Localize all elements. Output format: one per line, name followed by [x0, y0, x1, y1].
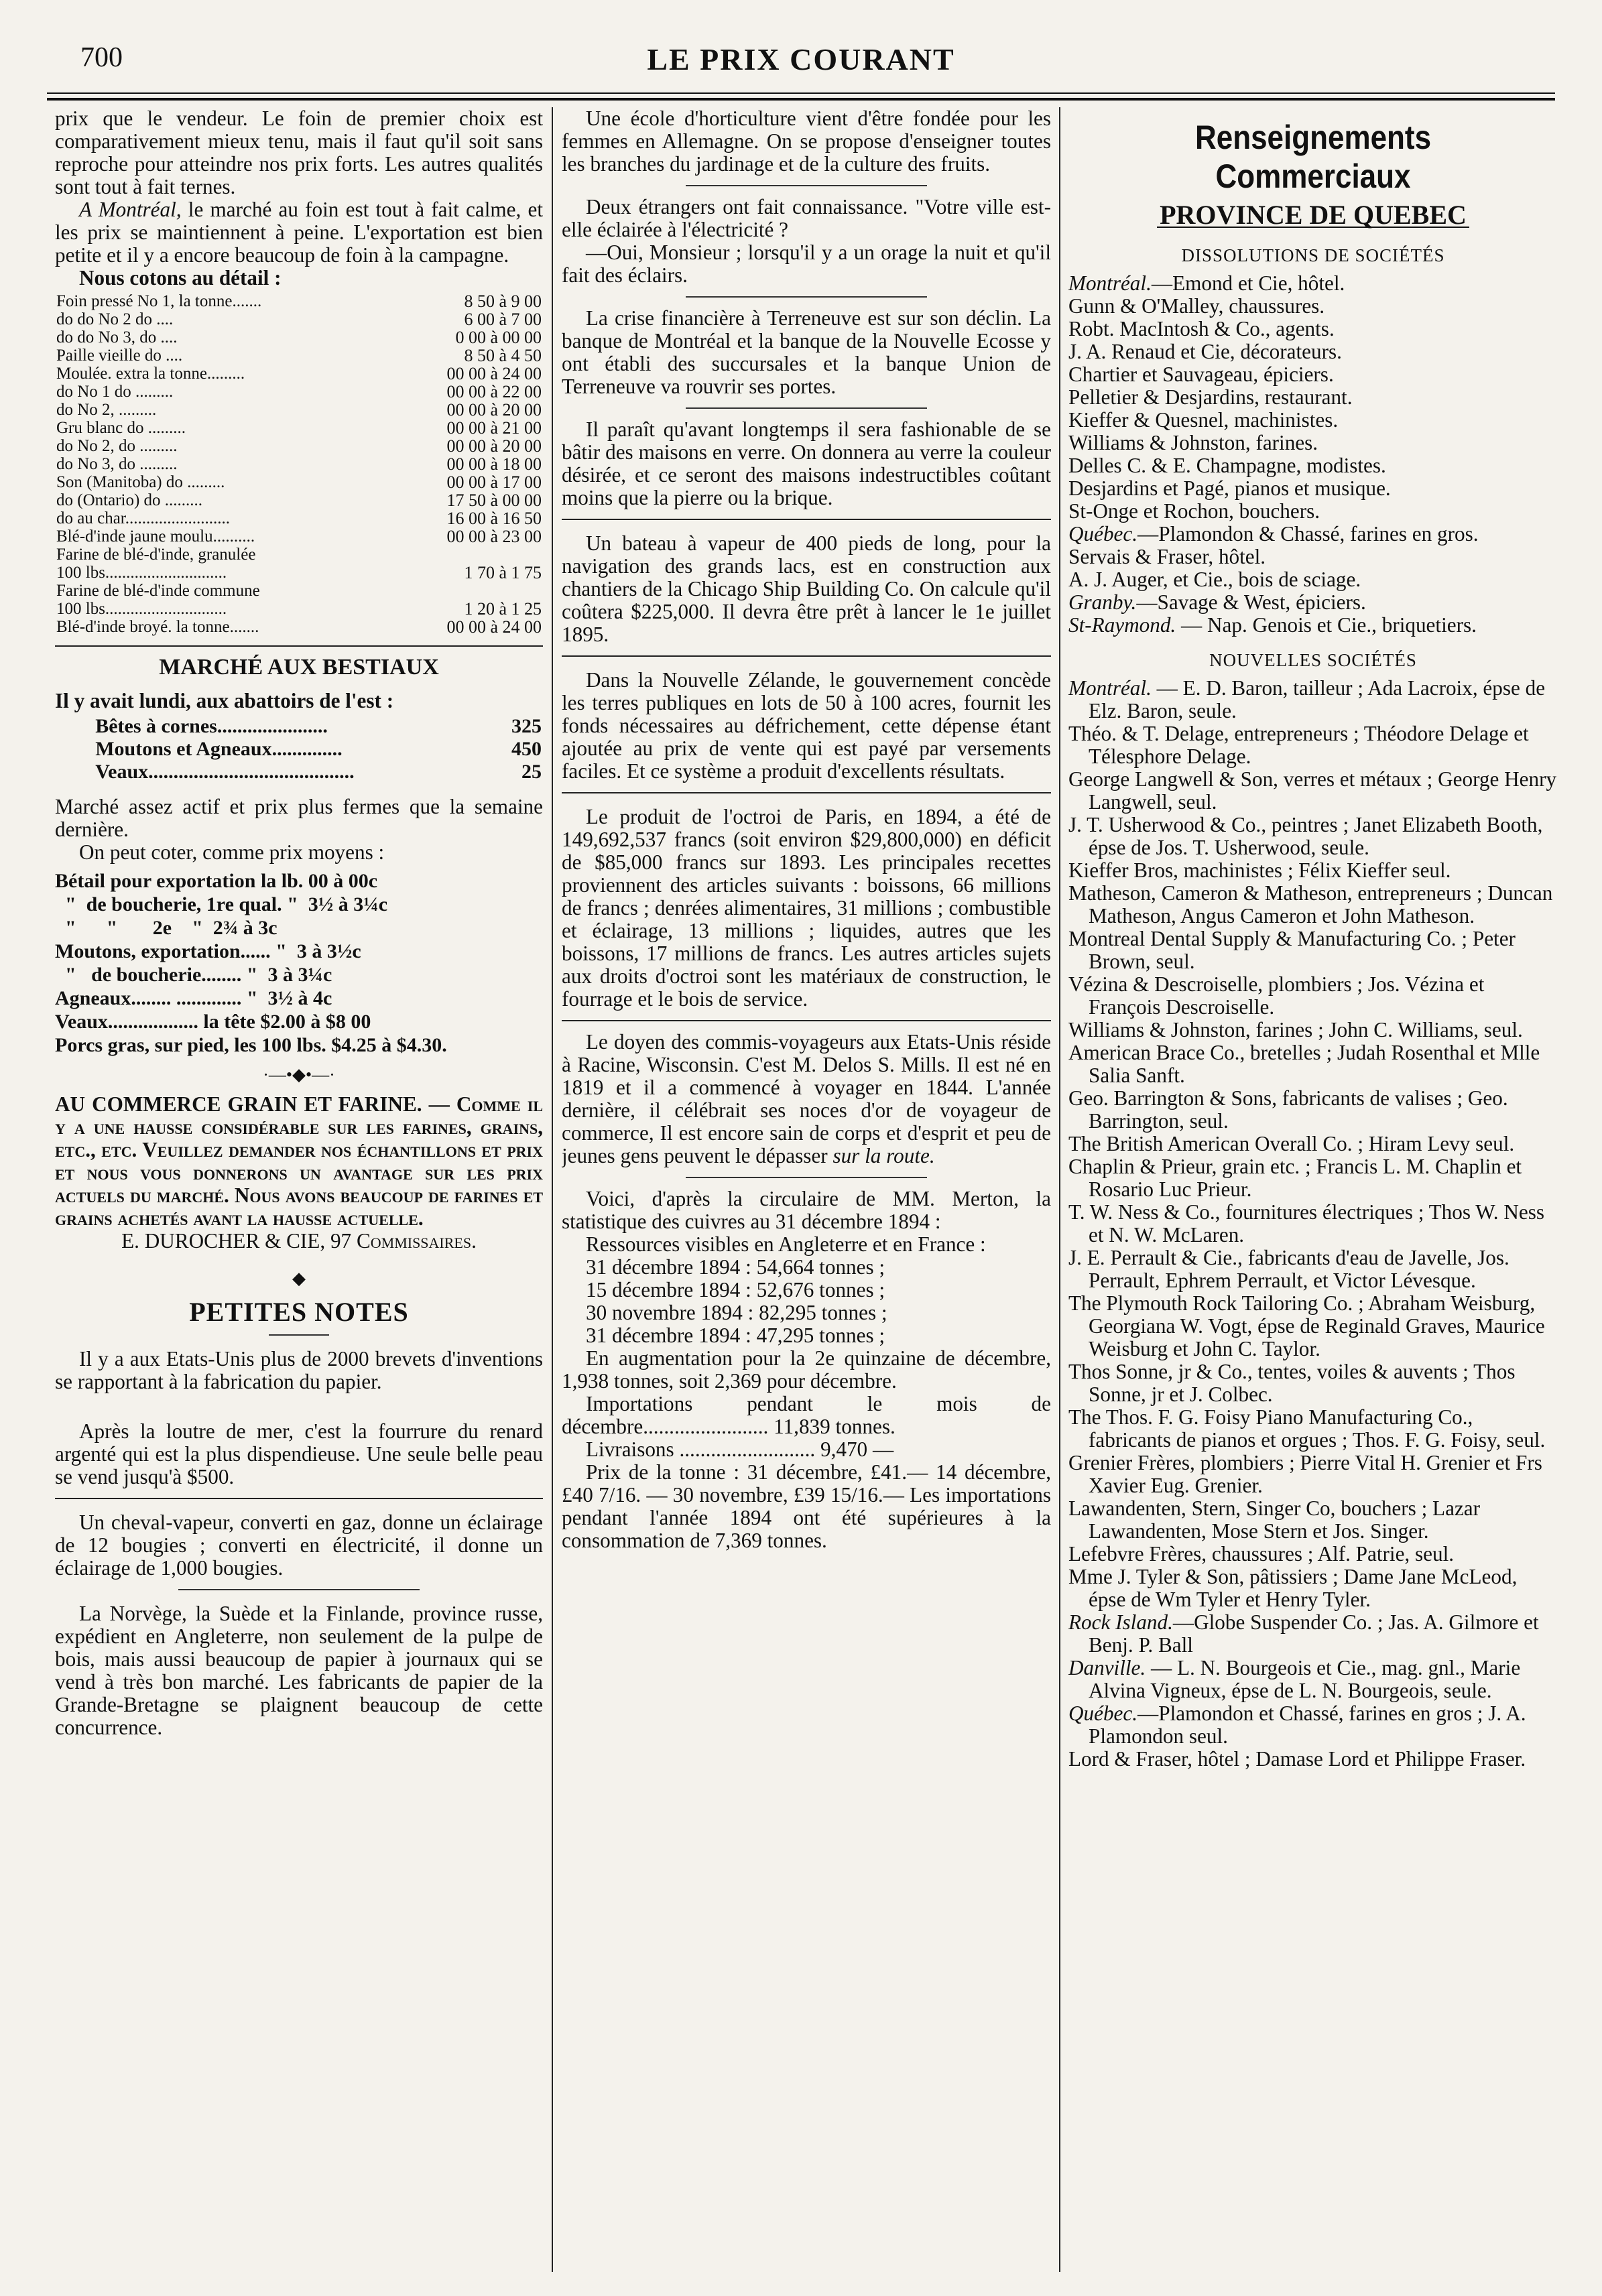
- news-paragraph: —Oui, Monsieur ; lorsqu'il y a un orage la nuit et qu'il fait des éclairs.: [562, 241, 1051, 287]
- news-divider: [686, 296, 927, 298]
- price-row: [55, 491, 543, 509]
- company-entry: [1068, 1543, 1558, 1566]
- company-entry: [1068, 768, 1558, 814]
- price-label: do au char.........................: [56, 509, 230, 527]
- city-name: Rock Island.: [1068, 1610, 1173, 1634]
- new-companies-heading: NOUVELLES SOCIÉTÉS: [1209, 650, 1417, 670]
- livestock-row: [94, 738, 543, 761]
- city-name: Montréal.: [1068, 676, 1152, 700]
- price-row: [55, 509, 543, 527]
- livestock-count: 325: [511, 715, 542, 737]
- company-text: Vézina & Descroiselle, plombiers ; Jos. Vézina et François Descroiselle.: [1068, 972, 1485, 1019]
- commercial-info-title: Renseignements Commerciaux: [1194, 119, 1432, 195]
- price-label: Son (Manitoba) do .........: [56, 473, 225, 491]
- price-value: 8 50 à 9 00: [464, 292, 542, 311]
- news-paragraph: Dans la Nouvelle Zélande, le gouvernement concède les terres publiques en lots de 50 à 100 acres, fournit les fonds nécessaires au défrichement, cette dépense étant ajoutée au prix de vente qui est payé par versements faciles. Et ce système a produit d'excellents résultats.: [562, 668, 1051, 783]
- new-companies-list: [1068, 677, 1558, 1771]
- news-paragraph: Prix de la tonne : 31 décembre, £41.— 14 décembre, £40 7/16. — 30 novembre, £39 15/16.— Les importations pendant l'année 1894 ont été supérieures à la consommation de 7,369 tonnes.: [562, 1460, 1051, 1552]
- company-text: Thos Sonne, jr & Co., tentes, voiles & auvents ; Thos Sonne, jr et J. Colbec.: [1068, 1360, 1516, 1406]
- city-name: Granby.: [1068, 590, 1137, 614]
- company-entry: [1068, 500, 1558, 523]
- column-2: [562, 107, 1051, 2265]
- livestock-row: [94, 761, 543, 783]
- company-entry: [1068, 363, 1558, 386]
- price-value: 00 00 à 24 00: [446, 364, 542, 383]
- section-rule: [55, 645, 543, 647]
- company-text: J. A. Renaud et Cie, décorateurs.: [1068, 340, 1342, 363]
- price-row: [55, 383, 543, 401]
- news-paragraph: Livraisons .......................... 9,470 —: [586, 1438, 894, 1461]
- company-entry: [1068, 1657, 1558, 1702]
- price-row: [55, 292, 543, 310]
- news-paragraph: Un bateau à vapeur de 400 pieds de long, pour la navigation des grands lacs, est en construction aux chantiers de la Chicago Ship Building Co. On calcule qu'il coûtera $225,000. Il devra être prêt à lancer le 1e juillet 1895.: [562, 531, 1051, 646]
- company-entry: [1068, 340, 1558, 363]
- price-label: do No 3, do .........: [56, 455, 178, 473]
- company-entry: [1068, 928, 1558, 973]
- company-text: Servais & Fraser, hôtel.: [1068, 545, 1266, 568]
- price-label: Foin pressé No 1, la tonne.......: [56, 292, 262, 310]
- price-row: [55, 365, 543, 383]
- company-text: —Savage & West, épiciers.: [1136, 590, 1366, 614]
- note-paragraph: Un cheval-vapeur, converti en gaz, donne un éclairage de 12 bougies ; converti en électricité, il donne un éclairage de 1,000 bougies.: [55, 1511, 543, 1580]
- price-row: [55, 600, 543, 618]
- price-row: [55, 328, 543, 346]
- company-text: Desjardins et Pagé, pianos et musique.: [1068, 476, 1391, 500]
- news-rule: [562, 519, 1051, 520]
- detail-heading: Nous cotons au détail :: [79, 266, 282, 290]
- price-label: do No 2, do .........: [56, 437, 178, 455]
- company-entry: [1068, 1155, 1558, 1201]
- company-text: Kieffer Bros, machinistes ; Félix Kieffer seul.: [1068, 858, 1451, 882]
- livestock-row: [94, 715, 543, 738]
- price-row: [55, 310, 543, 328]
- livestock-label: Moutons et Agneaux..............: [95, 738, 343, 760]
- company-text: Williams & Johnston, farines.: [1068, 431, 1318, 454]
- price-value: 6 00 à 7 00: [464, 310, 542, 329]
- average-price-line: Agneaux........ ............. " 3½ à 4c: [55, 987, 332, 1009]
- company-entry: [1068, 386, 1558, 409]
- company-text: J. E. Perrault & Cie., fabricants d'eau de Javelle, Jos. Perrault, Ephrem Perrault, et Victor Lévesque.: [1068, 1246, 1509, 1292]
- company-entry: [1068, 477, 1558, 500]
- price-row: [55, 473, 543, 491]
- company-text: Grenier Frères, plombiers ; Pierre Vital H. Grenier et Frs Xavier Eug. Grenier.: [1068, 1451, 1542, 1497]
- company-entry: [1068, 409, 1558, 432]
- news-paragraph: Deux étrangers ont fait connaissance. "Votre ville est-elle éclairée à l'électricité ?: [562, 195, 1051, 241]
- company-entry: [1068, 1748, 1558, 1771]
- price-row: [55, 564, 543, 582]
- column-1: [55, 107, 543, 2265]
- company-entry: [1068, 295, 1558, 318]
- news-divider: [686, 407, 927, 409]
- company-entry: [1068, 1201, 1558, 1247]
- note-paragraph: Il y a aux Etats-Unis plus de 2000 brevets d'inventions se rapportant à la fabrication du papier.: [55, 1347, 543, 1393]
- company-text: The Plymouth Rock Tailoring Co. ; Abraham Weisburg, Georgiana W. Vogt, épse de Reginald Graves, Maurice Weisburg et John C. Taylor.: [1068, 1291, 1545, 1360]
- company-text: Montreal Dental Supply & Manufacturing Co. ; Peter Brown, seul.: [1068, 927, 1516, 973]
- company-text: —Plamondon et Chassé, farines en gros ; J. A. Plamondon seul.: [1089, 1702, 1526, 1748]
- header-rule: [47, 92, 1555, 94]
- company-entry: [1068, 523, 1558, 546]
- column-divider: [552, 107, 553, 2272]
- company-entry: [1068, 1566, 1558, 1611]
- company-text: Lord & Fraser, hôtel ; Damase Lord et Philippe Fraser.: [1068, 1747, 1526, 1771]
- price-row: [55, 346, 543, 365]
- header-rule-thick: [47, 98, 1555, 101]
- company-text: Williams & Johnston, farines ; John C. Williams, seul.: [1068, 1018, 1523, 1041]
- company-entry: [1068, 814, 1558, 859]
- news-rule: [562, 1020, 1051, 1021]
- company-text: T. W. Ness & Co., fournitures électriques ; Thos W. Ness et N. W. McLaren.: [1068, 1200, 1545, 1247]
- company-entry: [1068, 432, 1558, 454]
- company-text: —Emond et Cie, hôtel.: [1151, 271, 1345, 295]
- newspaper-title: LE PRIX COURANT: [647, 42, 955, 76]
- company-entry: [1068, 1041, 1558, 1087]
- average-price-line: " de boucherie, 1re qual. " 3½ à 3¼c: [55, 893, 388, 915]
- short-rule: [269, 1334, 329, 1336]
- copper-stats: [562, 1256, 1051, 1347]
- news-divider: [686, 1177, 927, 1178]
- company-text: Geo. Barrington & Sons, fabricants de valises ; Geo. Barrington, seul.: [1068, 1086, 1508, 1133]
- company-text: — Nap. Genois et Cie., briquetiers.: [1176, 613, 1477, 637]
- price-label: do do No 2 do ....: [56, 310, 174, 328]
- average-price-line: Moutons, exportation...... " 3 à 3½c: [55, 940, 361, 962]
- city-name: Québec.: [1068, 522, 1138, 546]
- column-divider: [1059, 107, 1060, 2272]
- company-entry: [1068, 614, 1558, 637]
- commerce-notice: AU COMMERCE GRAIN ET FARINE. — Comme il y a une hausse considérable sur les farines, grains, etc., etc. Veuillez demander nos échantillons et prix et nous vous donnerons un avantage sur les prix actuels du marché. Nous avons beaucoup de farines et grains achetés avant la hausse actuelle.: [55, 1092, 543, 1230]
- notes-heading: PETITES NOTES: [189, 1297, 409, 1327]
- company-entry: [1068, 1497, 1558, 1543]
- province-heading: PROVINCE DE QUEBEC: [1157, 204, 1469, 228]
- company-entry: [1068, 882, 1558, 928]
- average-price-line: " " 2e " 2¾ à 3c: [55, 917, 278, 939]
- note-divider: [178, 1589, 420, 1590]
- company-entry: [1068, 546, 1558, 568]
- price-label: Blé-d'inde jaune moulu..........: [56, 527, 255, 546]
- price-row: [55, 437, 543, 455]
- city-name: Québec.: [1068, 1702, 1138, 1725]
- company-text: Lefebvre Frères, chaussures ; Alf. Patrie, seul.: [1068, 1542, 1455, 1566]
- price-value: 00 00 à 24 00: [446, 617, 542, 637]
- price-label: Farine de blé-d'inde commune: [56, 582, 260, 600]
- company-entry: [1068, 722, 1558, 768]
- company-text: Chartier et Sauvageau, épiciers.: [1068, 363, 1334, 386]
- price-label: do No 1 do .........: [56, 383, 174, 401]
- company-entry: [1068, 1247, 1558, 1292]
- company-entry: [1068, 1360, 1558, 1406]
- company-text: — L. N. Bourgeois et Cie., mag. gnl., Marie Alvina Vigneux, épse de L. N. Bourgeois, seule.: [1089, 1656, 1521, 1702]
- livestock-intro: Il y avait lundi, aux abattoirs de l'est :: [55, 689, 394, 712]
- price-label: Farine de blé-d'inde, granulée: [56, 546, 256, 564]
- news-paragraph: Il paraît qu'avant longtemps il sera fashionable de se bâtir des maisons en verre. On donnera au verre la couleur désirée, et ce seront des maisons indestructibles coûtant moins que la pierre ou la brique.: [562, 418, 1051, 509]
- price-value: 00 00 à 20 00: [446, 400, 542, 420]
- average-price-line: Porcs gras, sur pied, les 100 lbs. $4.25 à $4.30.: [55, 1034, 447, 1056]
- livestock-paragraph: Marché assez actif et prix plus fermes que la semaine dernière.: [55, 795, 543, 841]
- news-rule: [562, 792, 1051, 793]
- news-paragraph: Importations pendant le mois de décembre........................ 11,839 tonnes.: [562, 1392, 1051, 1438]
- livestock-table: [94, 715, 543, 783]
- company-text: Chaplin & Prieur, grain etc. ; Francis L. M. Chaplin et Rosario Luc Prieur.: [1068, 1155, 1522, 1201]
- news-paragraph: La crise financière à Terreneuve est sur son déclin. La banque de Montréal et la banque de la Nouvelle Ecosse y ont établi des succursales et la banque Union de Terreneuve va rouvrir ses portes.: [562, 306, 1051, 398]
- company-text: Mme J. Tyler & Son, pâtissiers ; Dame Jane McLeod, épse de Wm Tyler et Henry Tyler.: [1068, 1565, 1518, 1611]
- copper-stat-line: 15 décembre 1894 : 52,676 tonnes ;: [586, 1278, 885, 1301]
- company-entry: [1068, 1406, 1558, 1452]
- price-row: [55, 419, 543, 437]
- company-entry: [1068, 568, 1558, 591]
- average-prices: [55, 869, 543, 1057]
- company-entry: [1068, 1292, 1558, 1360]
- price-value: 1 70 à 1 75: [464, 563, 542, 582]
- price-value: 0 00 à 00 00: [455, 328, 542, 347]
- ornament: ·—•◆•—·: [263, 1065, 335, 1084]
- company-text: Lawandenten, Stern, Singer Co, bouchers ; Lazar Lawandenten, Mose Stern et Jos. Singer.: [1068, 1496, 1481, 1543]
- company-text: Gunn & O'Malley, chaussures.: [1068, 294, 1325, 318]
- copper-stat-line: 31 décembre 1894 : 47,295 tonnes ;: [586, 1324, 885, 1347]
- price-label: 100 lbs.............................: [56, 600, 227, 618]
- note-paragraph: Après la loutre de mer, c'est la fourrure du renard argenté qui est la plus dispendieuse. Une seule belle peau se vend jusqu'à $500.: [55, 1419, 543, 1488]
- copper-stat-line: 30 novembre 1894 : 82,295 tonnes ;: [586, 1301, 887, 1324]
- company-entry: [1068, 591, 1558, 614]
- average-price-line: Bétail pour exportation la lb. 00 à 00c: [55, 870, 378, 892]
- price-label: 100 lbs.............................: [56, 564, 227, 582]
- price-row: [55, 401, 543, 419]
- company-text: A. J. Auger, et Cie., bois de sciage.: [1068, 568, 1361, 591]
- price-value: [387, 546, 543, 564]
- company-entry: [1068, 677, 1558, 722]
- price-value: 00 00 à 17 00: [446, 472, 542, 492]
- news-paragraph: Le produit de l'octroi de Paris, en 1894, a été de 149,692,537 francs (soit environ $29,800,000) en déficit de $85,000 francs sur 1893. Les principales recettes proviennent des articles suivants : boissons, 66 millions de francs ; denrées alimentaires, 31 millions ; combustible et éclairage, 13 millions ; liquides, autres que les boissons, 17 millions de francs. Les autres articles sujets aux droits d'octroi sont les matériaux de construction, le fourrage et le bois de service.: [562, 805, 1051, 1011]
- hay-paragraph: prix que le vendeur. Le foin de premier choix est comparativement mieux tenu, mais il faut qu'il soit sans reproche pour atteindre nos prix forts. Les autres qualités sont tout à fait ternes.: [55, 107, 543, 198]
- average-price-line: " de boucherie........ " 3 à 3¼c: [55, 964, 332, 986]
- price-value: 16 00 à 16 50: [446, 509, 542, 528]
- company-entry: [1068, 272, 1558, 295]
- note-paragraph: La Norvège, la Suède et la Finlande, province russe, expédient en Angleterre, non seulement de la pulpe de bois, mais aussi beaucoup de papier à journaux qui se vend à très bon marché. Les fabricants de papier de la Grande-Bretagne se plaignent beaucoup de cette concurrence.: [55, 1602, 543, 1739]
- company-text: The Thos. F. G. Foisy Piano Manufacturing Co., fabricants de pianos et orgues ; Thos. F. G. Foisy, seul.: [1068, 1405, 1546, 1452]
- company-entry: [1068, 1133, 1558, 1155]
- company-text: American Brace Co., bretelles ; Judah Rosenthal et Mlle Salia Sanft.: [1068, 1041, 1540, 1087]
- average-price-line: Veaux.................. la tête $2.00 à $8 00: [55, 1011, 371, 1033]
- price-label: do (Ontario) do .........: [56, 491, 203, 509]
- company-entry: [1068, 1019, 1558, 1041]
- dissolutions-heading: DISSOLUTIONS DE SOCIÉTÉS: [1181, 245, 1445, 265]
- price-row: [55, 527, 543, 546]
- dissolutions-list: [1068, 272, 1558, 637]
- city-name: St-Raymond.: [1068, 613, 1176, 637]
- price-label: Moulée. extra la tonne.........: [56, 365, 245, 383]
- price-row: [55, 582, 543, 600]
- price-label: do do No 3, do ....: [56, 328, 178, 346]
- livestock-label: Veaux.........................................: [95, 761, 355, 783]
- company-entry: [1068, 1087, 1558, 1133]
- company-text: Matheson, Cameron & Matheson, entrepreneurs ; Duncan Matheson, Angus Cameron et John Matheson.: [1068, 881, 1553, 928]
- company-entry: [1068, 1452, 1558, 1497]
- livestock-heading: MARCHÉ AUX BESTIAUX: [159, 655, 439, 680]
- company-text: The British American Overall Co. ; Hiram Levy seul.: [1068, 1132, 1515, 1155]
- news-rule: [562, 655, 1051, 657]
- montreal-paragraph: A Montréal, le marché au foin est tout à fait calme, et les prix se maintiennent à peine. L'exportation est bien petite et il y a encore beaucoup de foin à la campagne.: [55, 198, 543, 267]
- price-value: [387, 582, 543, 600]
- price-row: [55, 546, 543, 564]
- company-text: — E. D. Baron, tailleur ; Ada Lacroix, épse de Elz. Baron, seule.: [1089, 676, 1546, 722]
- news-paragraph: Le doyen des commis-voyageurs aux Etats-Unis réside à Racine, Wisconsin. C'est M. Delos S. Mills. Il est né en 1819 et il a commencé à voyager en 1844. L'année dernière, il célébrait ses noces d'or de voyageur de commerce, Il est encore sain de corps et d'esprit et peu de jeunes gens peuvent le dépasser sur la route.: [562, 1030, 1051, 1167]
- livestock-label: Bêtes à cornes......................: [95, 715, 328, 737]
- price-value: 00 00 à 18 00: [446, 454, 542, 474]
- price-value: 00 00 à 21 00: [446, 418, 542, 438]
- note-rule: [55, 1498, 543, 1499]
- city-name: Danville.: [1068, 1656, 1146, 1679]
- company-entry: [1068, 454, 1558, 477]
- livestock-prices-heading: On peut coter, comme prix moyens :: [79, 840, 385, 864]
- news-paragraph: En augmentation pour la 2e quinzaine de décembre, 1,938 tonnes, soit 2,369 pour décembre.: [562, 1346, 1051, 1393]
- news-paragraph: Une école d'horticulture vient d'être fondée pour les femmes en Allemagne. On se propose d'enseigner toutes les branches du jardinage et de la culture des fruits.: [562, 107, 1051, 176]
- company-text: Théo. & T. Delage, entrepreneurs ; Théodore Delage et Télesphore Delage.: [1068, 722, 1529, 768]
- company-entry: [1068, 973, 1558, 1019]
- livestock-count: 25: [521, 761, 542, 783]
- company-text: Delles C. & E. Champagne, modistes.: [1068, 454, 1386, 477]
- price-label: Paille vieille do ....: [56, 346, 183, 365]
- price-value: 1 20 à 1 25: [464, 599, 542, 619]
- price-value: 00 00 à 23 00: [446, 527, 542, 546]
- page-number: 700: [80, 42, 123, 73]
- page-header: [0, 42, 1602, 82]
- column-3: [1068, 107, 1558, 2265]
- company-entry: [1068, 859, 1558, 882]
- price-value: 17 50 à 00 00: [446, 491, 542, 510]
- city-name: Montréal.: [1068, 271, 1152, 295]
- company-text: George Langwell & Son, verres et métaux ; George Henry Langwell, seul.: [1068, 767, 1557, 814]
- price-label: Blé-d'inde broyé. la tonne.......: [56, 618, 259, 636]
- price-value: 8 50 à 4 50: [464, 346, 542, 365]
- company-entry: [1068, 1611, 1558, 1657]
- news-divider: [686, 185, 927, 186]
- livestock-count: 450: [511, 738, 542, 760]
- price-label: do No 2, .........: [56, 401, 157, 419]
- company-text: —Globe Suspender Co. ; Jas. A. Gilmore et Benj. P. Ball: [1089, 1610, 1539, 1657]
- price-value: 00 00 à 22 00: [446, 382, 542, 401]
- price-label: Gru blanc do .........: [56, 419, 186, 437]
- company-text: Kieffer & Quesnel, machinistes.: [1068, 408, 1339, 432]
- company-entry: [1068, 1702, 1558, 1748]
- hay-price-table: [55, 292, 543, 636]
- commerce-signature: E. DUROCHER & CIE, 97 Commissaires.: [121, 1229, 477, 1253]
- news-paragraph: Ressources visibles en Angleterre et en France :: [586, 1232, 986, 1256]
- ornament: ◆: [292, 1269, 306, 1288]
- price-value: 00 00 à 20 00: [446, 436, 542, 456]
- news-paragraph: Voici, d'après la circulaire de MM. Merton, la statistique des cuivres au 31 décembre 1894 :: [562, 1187, 1051, 1233]
- company-text: Pelletier & Desjardins, restaurant.: [1068, 385, 1353, 409]
- price-row: [55, 618, 543, 636]
- company-text: J. T. Usherwood & Co., peintres ; Janet Elizabeth Booth, épse de Jos. T. Usherwood, seule.: [1068, 813, 1543, 859]
- company-text: Robt. MacIntosh & Co., agents.: [1068, 317, 1335, 340]
- copper-stat-line: 31 décembre 1894 : 54,664 tonnes ;: [586, 1255, 885, 1279]
- company-text: St-Onge et Rochon, bouchers.: [1068, 499, 1320, 523]
- price-row: [55, 455, 543, 473]
- company-text: —Plamondon & Chassé, farines en gros.: [1137, 522, 1479, 546]
- company-entry: [1068, 318, 1558, 340]
